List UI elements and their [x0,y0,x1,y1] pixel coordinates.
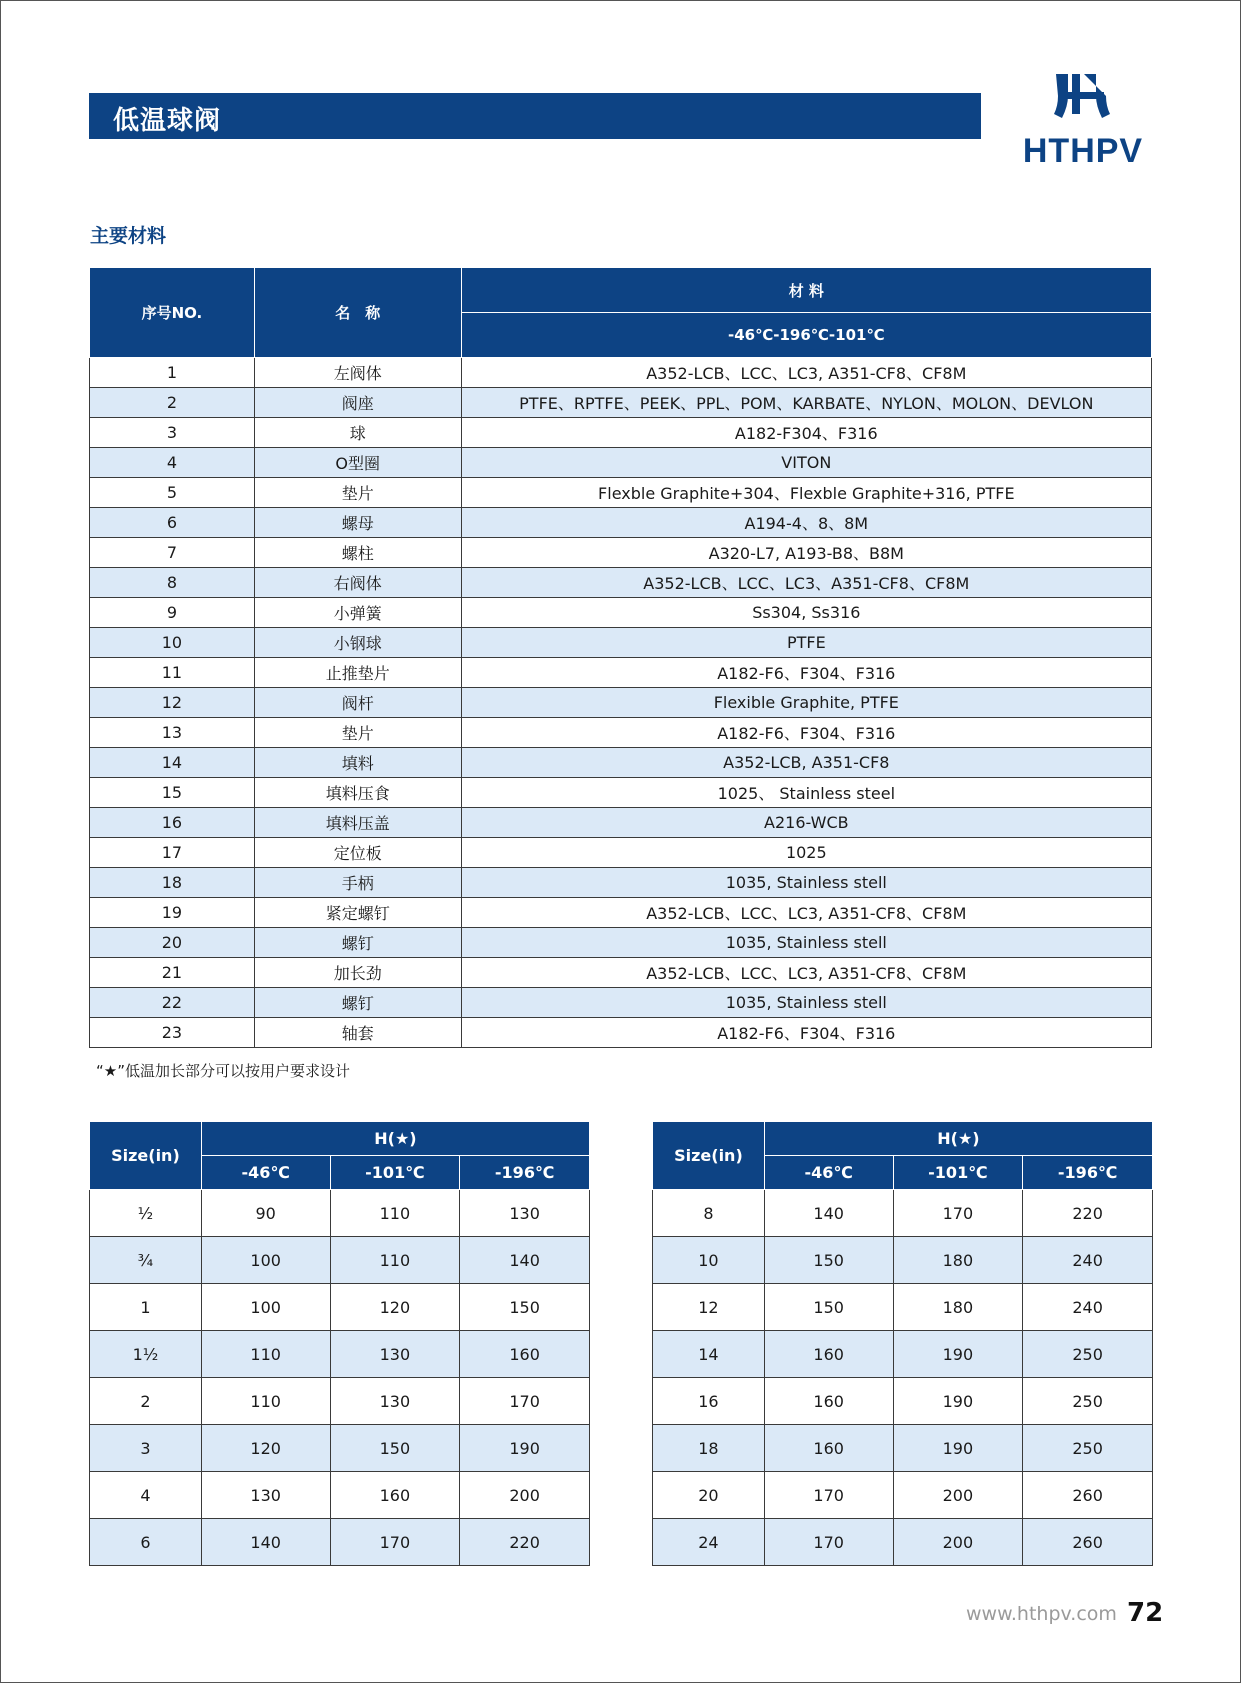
table-row [90,988,1152,1018]
row-name: 填料 [254,748,461,778]
row-name: 螺钉 [254,988,461,1018]
cell-t3: 190 [460,1425,590,1472]
row-no: 19 [90,898,255,928]
cell-t1: 140 [201,1519,330,1566]
table-row [90,1237,590,1284]
cell-t3: 170 [460,1378,590,1425]
row-name: 紧定螺钉 [254,898,461,928]
row-material: A352-LCB、LCC、LC3、A351-CF8、CF8M [461,568,1151,598]
row-no: 6 [90,508,255,538]
table-row [90,838,1152,868]
cell-t1: 100 [201,1237,330,1284]
cell-t2: 160 [330,1472,460,1519]
temp-46-header: -46℃ [201,1156,330,1190]
table-row [90,658,1152,688]
table-row [90,898,1152,928]
table-row [90,1284,590,1331]
row-no: 11 [90,658,255,688]
header-name: 名 称 [254,268,461,358]
row-no: 7 [90,538,255,568]
table-row [90,808,1152,838]
row-name: 阀杆 [254,688,461,718]
row-material: VITON [461,448,1151,478]
row-name: 螺钉 [254,928,461,958]
table-row [90,1018,1152,1048]
cell-t3: 220 [1023,1190,1153,1237]
cell-t1: 170 [764,1519,893,1566]
cell-t2: 190 [893,1425,1023,1472]
row-name: 小钢球 [254,628,461,658]
table-row [90,928,1152,958]
row-name: 螺柱 [254,538,461,568]
row-material: A182-F304、F316 [461,418,1151,448]
row-name: 定位板 [254,838,461,868]
cell-t1: 140 [764,1190,893,1237]
cell-t1: 160 [764,1425,893,1472]
temp-101-header: -101℃ [893,1156,1023,1190]
cell-t3: 150 [460,1284,590,1331]
cell-t1: 150 [764,1237,893,1284]
size-table-left [89,1121,590,1566]
cell-t1: 150 [764,1284,893,1331]
cell-t1: 110 [201,1378,330,1425]
cell-size: ¾ [90,1237,202,1284]
row-material: A352-LCB、LCC、LC3, A351-CF8、CF8M [461,958,1151,988]
cell-t3: 160 [460,1331,590,1378]
footer-url: www.hthpv.com [966,1603,1117,1625]
row-no: 15 [90,778,255,808]
cell-t1: 160 [764,1331,893,1378]
row-no: 10 [90,628,255,658]
cell-size: 1 [90,1284,202,1331]
row-no: 5 [90,478,255,508]
table-row [90,388,1152,418]
row-no: 21 [90,958,255,988]
row-material: A352-LCB、LCC、LC3, A351-CF8、CF8M [461,358,1151,388]
row-no: 14 [90,748,255,778]
cell-t2: 120 [330,1284,460,1331]
cell-t2: 130 [330,1331,460,1378]
table-row [90,568,1152,598]
cell-t2: 180 [893,1284,1023,1331]
size-body-right [653,1190,1153,1566]
cell-t2: 170 [893,1190,1023,1237]
row-name: 止推垫片 [254,658,461,688]
cell-t3: 260 [1023,1519,1153,1566]
row-material: A182-F6、F304、F316 [461,718,1151,748]
header-temp: -46℃-196℃-101℃ [461,313,1151,358]
row-material: Flexible Graphite, PTFE [461,688,1151,718]
note: “★”低温加长部分可以按用户要求设计 [96,1062,350,1080]
cell-size: 24 [653,1519,765,1566]
table-row [90,448,1152,478]
cell-t2: 170 [330,1519,460,1566]
table-row [90,958,1152,988]
row-name: 右阀体 [254,568,461,598]
row-no: 9 [90,598,255,628]
cell-t3: 220 [460,1519,590,1566]
table-row [90,1425,590,1472]
row-material: A216-WCB [461,808,1151,838]
row-name: 阀座 [254,388,461,418]
cell-t2: 110 [330,1190,460,1237]
table-row [653,1190,1153,1237]
size-body-left [90,1190,590,1566]
cell-size: 6 [90,1519,202,1566]
row-material: A352-LCB、LCC、LC3, A351-CF8、CF8M [461,898,1151,928]
row-material: Flexble Graphite+304、Flexble Graphite+316, PTFE [461,478,1151,508]
table-row [90,538,1152,568]
cell-t2: 150 [330,1425,460,1472]
cell-t1: 110 [201,1331,330,1378]
table-row [653,1519,1153,1566]
table-row [653,1378,1153,1425]
table-row [90,358,1152,388]
table-row [90,688,1152,718]
cell-t3: 260 [1023,1472,1153,1519]
row-no: 18 [90,868,255,898]
cell-size: 1½ [90,1331,202,1378]
logo-text: HTHPV [1022,132,1144,166]
table-row [90,478,1152,508]
cell-size: 3 [90,1425,202,1472]
cell-t3: 250 [1023,1425,1153,1472]
row-no: 3 [90,418,255,448]
cell-t2: 110 [330,1237,460,1284]
row-name: 球 [254,418,461,448]
row-no: 23 [90,1018,255,1048]
cell-t1: 160 [764,1378,893,1425]
cell-t2: 180 [893,1237,1023,1284]
row-no: 22 [90,988,255,1018]
header-material: 材 料 [461,268,1151,313]
cell-size: 14 [653,1331,765,1378]
row-material: A182-F6、F304、F316 [461,658,1151,688]
row-name: O型圈 [254,448,461,478]
row-name: 垫片 [254,718,461,748]
row-material: A320-L7, A193-B8、B8M [461,538,1151,568]
row-no: 12 [90,688,255,718]
cell-size: 18 [653,1425,765,1472]
row-material: A352-LCB, A351-CF8 [461,748,1151,778]
cell-t3: 240 [1023,1237,1153,1284]
table-row [90,868,1152,898]
row-name: 填料压盖 [254,808,461,838]
cell-t3: 140 [460,1237,590,1284]
cell-t1: 170 [764,1472,893,1519]
row-material: PTFE、RPTFE、PEEK、PPL、POM、KARBATE、NYLON、MOLON、DEVLON [461,388,1151,418]
temp-196-header: -196℃ [1023,1156,1153,1190]
table-row [90,1378,590,1425]
row-material: Ss304, Ss316 [461,598,1151,628]
table-row [90,748,1152,778]
cell-t2: 200 [893,1519,1023,1566]
row-name: 轴套 [254,1018,461,1048]
row-no: 8 [90,568,255,598]
row-no: 2 [90,388,255,418]
page-title: 低温球阀 [113,106,222,136]
table-row [653,1237,1153,1284]
cell-t1: 120 [201,1425,330,1472]
section-title: 主要材料 [90,225,167,247]
header-no: 序号NO. [90,268,255,358]
h-header: H(★) [201,1122,589,1156]
row-material: 1025 [461,838,1151,868]
table-row [90,418,1152,448]
cell-size: 16 [653,1378,765,1425]
page-number: 72 [1127,1598,1164,1628]
row-material: 1035, Stainless stell [461,988,1151,1018]
materials-body [90,358,1152,1048]
cell-t2: 130 [330,1378,460,1425]
size-header: Size(in) [90,1122,202,1190]
table-row [90,628,1152,658]
h-header: H(★) [764,1122,1152,1156]
table-row [90,598,1152,628]
page-title-bar [89,93,981,139]
cell-t3: 250 [1023,1378,1153,1425]
cell-size: 20 [653,1472,765,1519]
table-row [90,718,1152,748]
cell-t2: 190 [893,1331,1023,1378]
row-no: 20 [90,928,255,958]
row-name: 手柄 [254,868,461,898]
row-name: 小弹簧 [254,598,461,628]
cell-t1: 130 [201,1472,330,1519]
cell-size: 4 [90,1472,202,1519]
table-row [90,1190,590,1237]
row-material: 1035, Stainless stell [461,928,1151,958]
cell-size: 8 [653,1190,765,1237]
cell-t1: 90 [201,1190,330,1237]
cell-t3: 130 [460,1190,590,1237]
table-row [90,778,1152,808]
cell-size: 12 [653,1284,765,1331]
cell-t3: 240 [1023,1284,1153,1331]
temp-46-header: -46℃ [764,1156,893,1190]
cell-t2: 200 [893,1472,1023,1519]
table-row [90,1472,590,1519]
row-material: A182-F6、F304、F316 [461,1018,1151,1048]
cell-size: ½ [90,1190,202,1237]
table-row [653,1472,1153,1519]
row-no: 16 [90,808,255,838]
row-name: 左阀体 [254,358,461,388]
row-material: A194-4、8、8M [461,508,1151,538]
cell-t2: 190 [893,1378,1023,1425]
table-row [653,1425,1153,1472]
materials-table [89,267,1152,1048]
cell-t3: 250 [1023,1331,1153,1378]
size-table-right [652,1121,1153,1566]
table-row [90,508,1152,538]
hthpv-logo [1012,70,1154,166]
row-name: 螺母 [254,508,461,538]
row-name: 填料压食 [254,778,461,808]
table-row [90,1519,590,1566]
cell-t1: 100 [201,1284,330,1331]
row-no: 1 [90,358,255,388]
cell-size: 2 [90,1378,202,1425]
table-row [653,1331,1153,1378]
temp-101-header: -101℃ [330,1156,460,1190]
row-no: 4 [90,448,255,478]
size-header: Size(in) [653,1122,765,1190]
row-no: 17 [90,838,255,868]
table-row [653,1284,1153,1331]
row-name: 加长劲 [254,958,461,988]
row-material: PTFE [461,628,1151,658]
cell-t3: 200 [460,1472,590,1519]
row-material: 1035, Stainless stell [461,868,1151,898]
row-material: 1025、 Stainless steel [461,778,1151,808]
table-row [90,1331,590,1378]
row-no: 13 [90,718,255,748]
row-name: 垫片 [254,478,461,508]
cell-size: 10 [653,1237,765,1284]
temp-196-header: -196℃ [460,1156,590,1190]
